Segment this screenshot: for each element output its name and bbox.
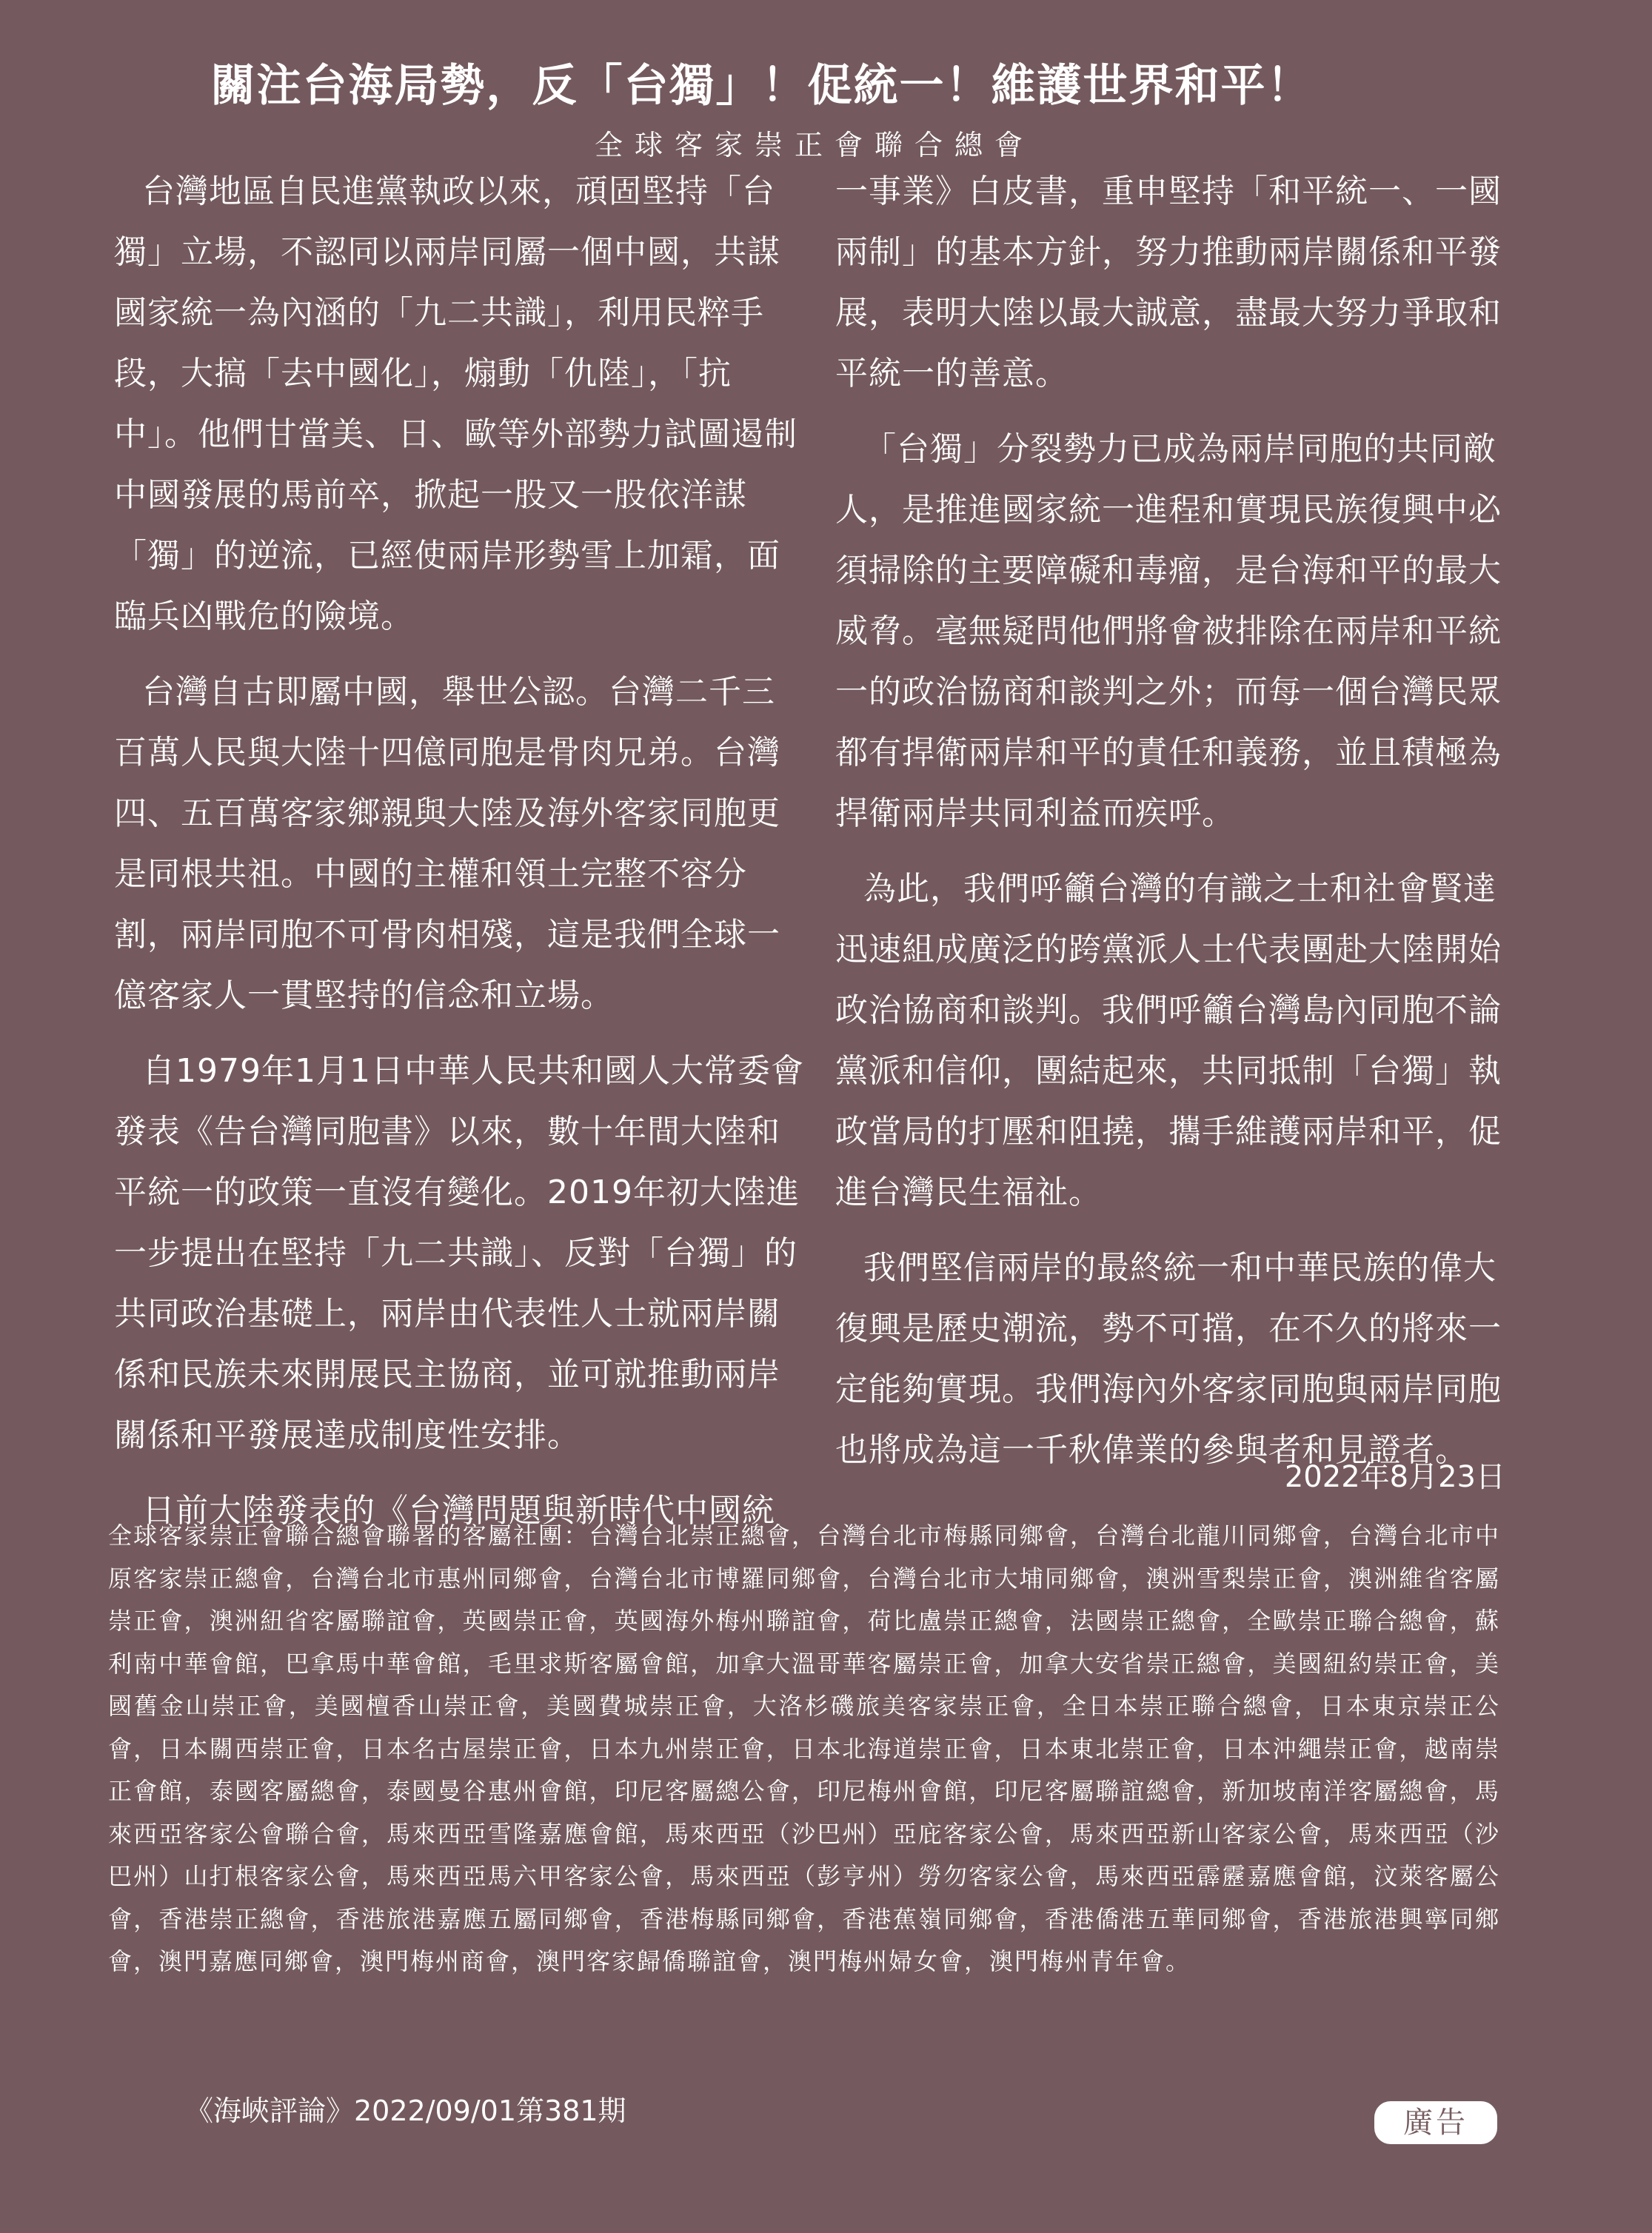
signatory-organizations: 全球客家崇正會聯合總會聯署的客屬社團：台灣台北崇正總會，台灣台北市梅縣同鄉會，台灣台北龍川同鄉會，台灣台北市中原客家崇正總會，台灣台北市惠州同鄉會，台灣台北市博羅同鄉會，台灣台北市大埔同鄉會，澳洲雪梨崇正會，澳洲維省客屬崇正會，澳洲紐省客屬聯誼會，英國崇正會，英國海外梅州聯誼會，荷比盧崇正總會，法國崇正總會，全歐崇正聯合總會，蘇利南中華會館，巴拿馬中華會館，毛里求斯客屬會館，加拿大溫哥華客屬崇正會，加拿大安省崇正總會，美國紐約崇正會，美國舊金山崇正會，美國檀香山崇正會，美國費城崇正會，大洛杉磯旅美客家崇正會，全日本崇正聯合總會，日本東京崇正公會，日本關西崇正會，日本名古屋崇正會，日本九州崇正會，日本北海道崇正會，日本東北崇正會，日本沖繩崇正會，越南崇正會館，泰國客屬總會，泰國曼谷惠州會館，印尼客屬總公會，印尼梅州會館，印尼客屬聯誼總會，新加坡南洋客屬總會，馬來西亞客家公會聯合會，馬來西亞雪隆嘉應會館，馬來西亞（沙巴州）亞庇客家公會，馬來西亞新山客家公會，馬來西亞（沙巴州）山打根客家公會，馬來西亞馬六甲客家公會，馬來西亞（彭亨州）勞勿客家公會，馬來西亞霹靂嘉應會館，汶萊客屬公會，香港崇正總會，香港旅港嘉應五屬同鄉會，香港梅縣同鄉會，香港蕉嶺同鄉會，香港僑港五華同鄉會，香港旅港興寧同鄉會，澳門嘉應同鄉會，澳門梅州商會，澳門客家歸僑聯誼會，澳門梅州婦女會，澳門梅州青年會。 bbox=[108, 1521, 1500, 1975]
page-title bbox=[0, 50, 1652, 121]
statement-date: 2022年8月23日 bbox=[1284, 1460, 1505, 1494]
article-paragraph: 台灣地區自民進黨執政以來，頑固堅持「台獨」立場，不認同以兩岸同屬一個中國，共謀國家統一為內涵的「九二共識」，利用民粹手段，大搞「去中國化」，煽動「仇陸」，「抗中」。他們甘當美、日、歐等外部勢力試圖遏制中國發展的馬前卒，掀起一股又一股依洋謀「獨」的逆流，已經使兩岸形勢雪上加霜，面臨兵凶戰危的險境。 bbox=[114, 173, 797, 635]
article-paragraph: 我們堅信兩岸的最終統一和中華民族的偉大復興是歷史潮流，勢不可擋，在不久的將來一定能夠實現。我們海內外客家同胞與兩岸同胞也將成為這一千秋偉業的參與者和見證者。 bbox=[835, 1249, 1502, 1469]
organization-subtitle: 全球客家崇正會聯合總會 bbox=[594, 129, 1034, 161]
article-paragraph: 自1979年1月1日中華人民共和國人大常委會發表《告台灣同胞書》以來，數十年間大陸和平統一的政策一直沒有變化。2019年初大陸進一步提出在堅持「九二共識」、反對「台獨」的共同政治基礎上，兩岸由代表性人士就兩岸關係和民族未來開展民主協商，並可就推動兩岸關係和平發展達成制度性安排。 bbox=[114, 1052, 804, 1454]
publication-info: 《海峽評論》2022/09/01第381期 bbox=[185, 2095, 626, 2127]
article-paragraph: 台灣自古即屬中國，舉世公認。台灣二千三百萬人民與大陸十四億同胞是骨肉兄弟。台灣四、五百萬客家鄉親與大陸及海外客家同胞更是同根共祖。中國的主權和領土完整不容分割，兩岸同胞不可骨肉相殘，這是我們全球一億客家人一貫堅持的信念和立場。 bbox=[114, 673, 780, 1014]
article-paragraph: 一事業》白皮書，重申堅持「和平統一、一國兩制」的基本方針，努力推動兩岸關係和平發展，表明大陸以最大誠意，盡最大努力爭取和平統一的善意。 bbox=[835, 173, 1502, 392]
article-paragraph: 為此，我們呼籲台灣的有識之士和社會賢達迅速組成廣泛的跨黨派人士代表團赴大陸開始政治協商和談判。我們呼籲台灣島內同胞不論黨派和信仰，團結起來，共同抵制「台獨」執政當局的打壓和阻撓，攜手維護兩岸和平，促進台灣民生福祉。 bbox=[835, 870, 1502, 1211]
article-paragraph: 「台獨」分裂勢力已成為兩岸同胞的共同敵人，是推進國家統一進程和實現民族復興中必須掃除的主要障礙和毒瘤，是台海和平的最大威脅。毫無疑問他們將會被排除在兩岸和平統一的政治協商和談判之外；而每一個台灣民眾都有捍衛兩岸和平的責任和義務，並且積極為捍衛兩岸共同利益而疾呼。 bbox=[835, 430, 1502, 832]
article-left-column bbox=[114, 161, 807, 1556]
article-paragraph: 日前大陸發表的《台灣問題與新時代中國統 bbox=[142, 1492, 775, 1530]
page-title-text: 關注台海局勢，反「台獨」！促統一！維護世界和平！ bbox=[210, 60, 1313, 112]
article-right-column bbox=[835, 161, 1528, 1496]
advertisement-badge: 廣告 bbox=[1374, 2101, 1497, 2144]
